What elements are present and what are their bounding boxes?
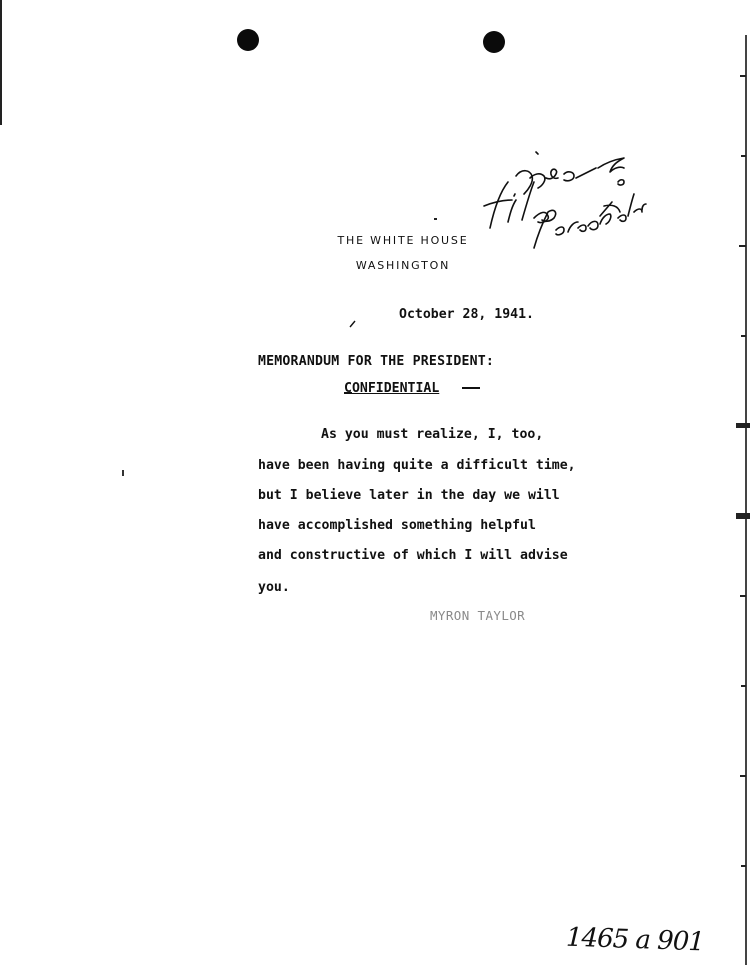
memo-body-line: have been having quite a difficult time, <box>258 458 576 473</box>
archive-number: 1465 a 901 <box>565 922 705 958</box>
memo-body-line: but I believe later in the day we will <box>258 488 560 503</box>
classification-dash-right <box>462 387 480 389</box>
letterhead-city: WASHINGTON <box>355 259 451 272</box>
ink-dot <box>434 218 437 220</box>
memo-body-line: have accomplished something helpful <box>258 518 536 533</box>
classification-label: CONFIDENTIAL <box>344 381 440 396</box>
scan-speck <box>122 470 124 476</box>
letterhead-title: THE WHITE HOUSE <box>337 234 469 247</box>
memo-body-line: As you must realize, I, too, <box>321 427 544 442</box>
memo-date: October 28, 1941. <box>399 307 534 322</box>
memo-body-line: and constructive of which I will advise <box>258 548 568 563</box>
punch-hole-left <box>237 29 259 51</box>
ink-slash-mark <box>349 320 357 328</box>
scan-edge-right <box>736 35 750 965</box>
memo-signature: MYRON TAYLOR <box>430 608 526 623</box>
punch-hole-right <box>483 31 505 53</box>
handwritten-file-note <box>478 148 648 258</box>
scan-edge-left <box>0 0 2 125</box>
memo-body-line: you. <box>258 580 290 595</box>
memo-heading: MEMORANDUM FOR THE PRESIDENT: <box>258 354 495 369</box>
